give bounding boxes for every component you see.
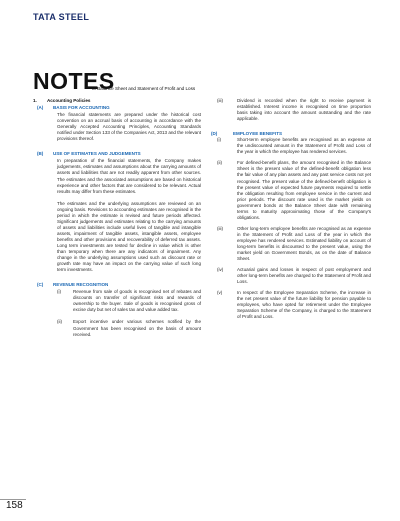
section-title: Accounting Policies — [47, 98, 91, 103]
item-text: Other long-term employee benefits are recognised as an expense in the Statement of Profit and Loss of the year in which the employee has rendered services. Estimated liability on account of long-term benefits is discounted to the present value, using the market yield on Government Bonds, as on the date of Balance Sheet. — [237, 225, 371, 262]
paragraph: The financial statements are prepared under the historical cost convention on an accrual basis of accounting in accordance with the Generally Accepted Accounting Principles, Accounting Standards notified under Section 133 of the Companies Act, 2013 and the relevant provisions thereof. — [57, 112, 201, 142]
subsection-title: REVENUE RECOGNITION — [53, 282, 109, 288]
subsection-b-heading — [33, 151, 201, 157]
item-number: (ii) — [57, 319, 63, 325]
subsection-letter: (D) — [211, 131, 218, 137]
right-column — [211, 98, 371, 321]
page-subtitle: to Balance Sheet and Statement of Profit and Loss — [92, 86, 196, 91]
subsection-title: USE OF ESTIMATES AND JUDGEMENTS — [53, 151, 141, 157]
paragraph: The estimates and the underlying assumptions are reviewed on an ongoing basis. Revisions to accounting estimates are recognised in the period in which the estimate is revised and future periods affected. Significant judgements and estimates relating to the carrying amounts of assets and liabilities include useful lives of tangible and intangible assets, impairment of tangible assets, intangible assets, employee benefits and other provisions and recoverability of deferred tax assets. Long term investments are tested for decline in value which is other than temporary when there are any indicators of impairment. Any change in the underlying assumptions used such as discount rate or growth rate may have an impact on the carrying value of such long term investments. — [57, 200, 201, 273]
subsection-letter: (C) — [37, 282, 44, 288]
item-number: (i) — [57, 289, 62, 295]
left-column — [33, 98, 201, 338]
item-text: Export incentive under various schemes notified by the Government has been recognised on the basis of amount received. — [73, 319, 201, 337]
item-number: (i) — [217, 137, 222, 143]
item-text: In respect of the Employee Separation Scheme, the increase in the net present value of the future liability for pension payable to employees, who have opted for retirement under the Employee Separation Scheme of the Company, is charged to the Statement of Profit and Loss. — [237, 290, 371, 320]
subsection-letter: (A) — [37, 105, 44, 111]
section-number: 1. — [33, 98, 37, 103]
list-item — [211, 267, 371, 285]
paragraph: In preparation of the financial statements, the Company makes judgements, estimates and assumptions about the carrying amounts of assets and liabilities that are not readily apparent from other sources. The estimates and the associated assumptions are based on historical experience and other factors that are considered to be relevant. Actual results may differ from these estimates. — [57, 158, 201, 194]
item-text: Dividend is recorded when the right to receive payment is established. Interest income is recognised on time proportion basis taking into account the amount outstanding and the rate applicable. — [237, 98, 371, 122]
item-number: (v) — [217, 290, 223, 296]
item-number: (iii) — [217, 98, 224, 103]
list-item — [33, 289, 201, 313]
list-item — [211, 160, 371, 220]
subsection-title: BASIS FOR ACCOUNTING — [53, 105, 110, 111]
list-item — [211, 290, 371, 320]
item-number: (ii) — [217, 160, 223, 166]
item-text: For defined-benefit plans, the amount recognised in the Balance Sheet is the present value of the defined-benefit obligation less the fair value of any plan assets and any past service costs not yet recognised. The present value of the defined-benefit obligation is the present value of expected future payments required to settle the obligation resulting from employee service in the current and prior periods. The discount rate used is the market yields on government bonds at the Balance Sheet date with remaining terms to maturity approximating those of the Company's obligations. — [237, 160, 371, 220]
item-text: Short-term employee benefits are recognised as an expense at the undiscounted amount in the Statement of Profit and Loss of the year in which the employee has rendered services. — [237, 137, 371, 155]
subsection-letter: (B) — [37, 151, 44, 157]
subsection-title: EMPLOYEE BENEFITS — [233, 131, 283, 137]
item-text: Actuarial gains and losses in respect of post employment and other long-term benefits are charged to the Statement of Profit and Loss. — [237, 267, 371, 285]
subsection-c-heading — [33, 282, 201, 288]
list-item — [33, 319, 201, 337]
subsection-a-heading — [33, 105, 201, 111]
brand-logo: TATA STEEL — [33, 12, 90, 22]
list-item — [211, 226, 371, 262]
section-heading — [33, 98, 201, 104]
item-text: Revenue from sale of goods is recognised net of rebates and discounts on transfer of significant risks and rewards of ownership to the buyer. Sale of goods is recognised gross of excise duty but net of sales tax and value added tax. — [73, 289, 201, 313]
item-number: (iii) — [217, 225, 224, 231]
list-item — [211, 137, 371, 155]
page-title: NOTES — [33, 68, 115, 94]
list-item — [211, 98, 371, 122]
item-number: (iv) — [217, 267, 224, 273]
page-number: 158 — [0, 500, 28, 516]
